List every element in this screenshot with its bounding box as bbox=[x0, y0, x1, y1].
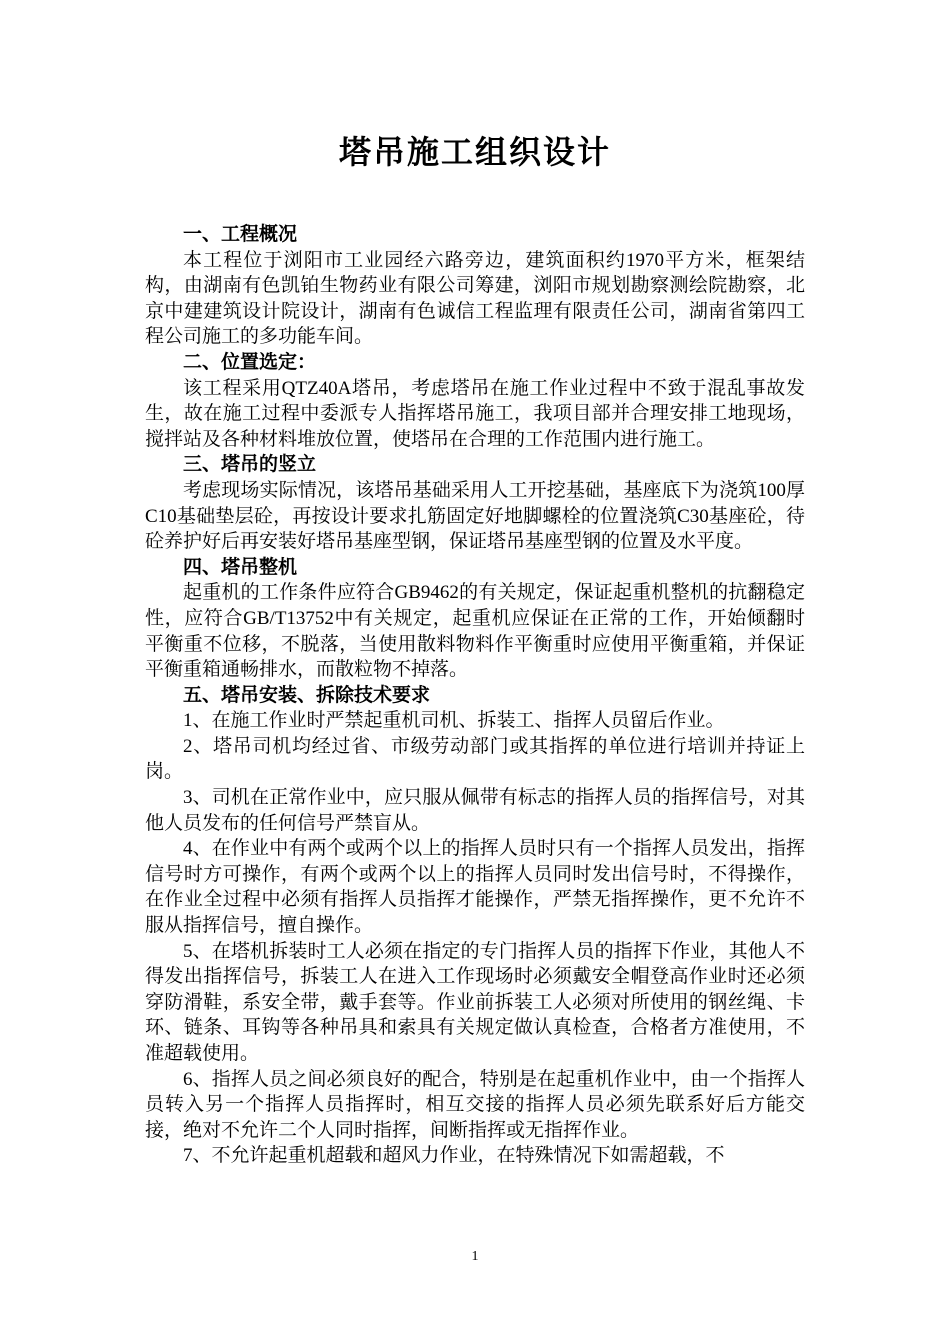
section-install-requirements bbox=[145, 683, 805, 1169]
section-heading: 一、工程概况 bbox=[183, 223, 298, 245]
section-heading: 二、位置选定： bbox=[183, 350, 317, 373]
list-item: 1、在施工作业时严禁起重机司机、拆装工、指挥人员留后作业。 bbox=[183, 710, 725, 732]
page-number: 1 bbox=[471, 1249, 479, 1264]
list-item: 3、司机在正常作业中，应只服从佩带有标志的指挥人员的指挥信号，对其他人员发布的任何信号严禁盲从。 bbox=[145, 787, 805, 834]
paragraph: 起重机的工作条件应符合GB9462的有关规定，保证起重机整机的抗翻稳定性，应符合GB/T13752中有关规定，起重机应保证在正常的工作，开始倾翻时平衡重不位移，不脱落，当使用散料物料作平衡重时应使用平衡重箱，并保证平衡重箱通畅排水，而散粒物不掉落。 bbox=[145, 582, 805, 681]
section-overview bbox=[145, 222, 805, 350]
document-title: 塔吊施工组织设计 bbox=[338, 133, 611, 171]
section-whole-machine bbox=[145, 555, 805, 683]
document-body bbox=[145, 222, 805, 1169]
paragraph: 本工程位于浏阳市工业园经六路旁边，建筑面积约1970平方米，框架结构，由湖南有色凯铂生物药业有限公司筹建，浏阳市规划勘察测绘院勘察，北京中建建筑设计院设计，湖南有色诚信工程监理有限责任公司，湖南省第四工程公司施工的多功能车间。 bbox=[145, 249, 805, 348]
paragraph: 该工程采用QTZ40A塔吊，考虑塔吊在施工作业过程中不致于混乱事故发生，故在施工过程中委派专人指挥塔吊施工，我项目部并合理安排工地现场，搅拌站及各种材料堆放位置，使塔吊在合理的工作范围内进行施工。 bbox=[145, 377, 805, 450]
list-item: 6、指挥人员之间必须良好的配合，特别是在起重机作业中，由一个指挥人员转入另一个指挥人员指挥时，相互交接的指挥人员必须先联系好后方能交接，绝对不允许二个人同时指挥，间断指挥或无指挥作业。 bbox=[145, 1068, 805, 1141]
paragraph: 考虑现场实际情况，该塔吊基础采用人工开挖基础，基座底下为浇筑100厚C10基础垫层砼，再按设计要求扎筋固定好地脚螺栓的位置浇筑C30基座砼，待砼养护好后再安装好塔吊基座型钢，保证塔吊基座型钢的位置及水平度。 bbox=[145, 479, 805, 553]
section-erection bbox=[145, 452, 805, 554]
section-heading: 四、塔吊整机 bbox=[183, 555, 298, 578]
list-item: 5、在塔机拆装时工人必须在指定的专门指挥人员的指挥下作业，其他人不得发出指挥信号，拆装工人在进入工作现场时必须戴安全帽登高作业时还必须穿防滑鞋，系安全带，戴手套等。作业前拆装工人必须对所使用的钢丝绳、卡环、链条、耳钩等各种吊具和索具有关规定做认真检查，合格者方准使用，不准超载使用。 bbox=[145, 940, 805, 1064]
list-item: 2、塔吊司机均经过省、市级劳动部门或其指挥的单位进行培训并持证上岗。 bbox=[145, 735, 805, 783]
section-heading: 五、塔吊安装、拆除技术要求 bbox=[183, 683, 431, 706]
section-heading: 三、塔吊的竖立 bbox=[183, 453, 317, 476]
section-location bbox=[145, 350, 805, 452]
list-item: 4、在作业中有两个或两个以上的指挥人员时只有一个指挥人员发出，指挥信号时方可操作，有两个或两个以上的指挥人员同时发出信号时，不得操作，在作业全过程中必须有指挥人员指挥才能操作，严禁无指挥操作，更不允许不服从指挥信号，擅自操作。 bbox=[145, 838, 805, 937]
list-item: 7、不允许起重机超载和超风力作业，在特殊情况下如需超载，不 bbox=[183, 1145, 725, 1167]
